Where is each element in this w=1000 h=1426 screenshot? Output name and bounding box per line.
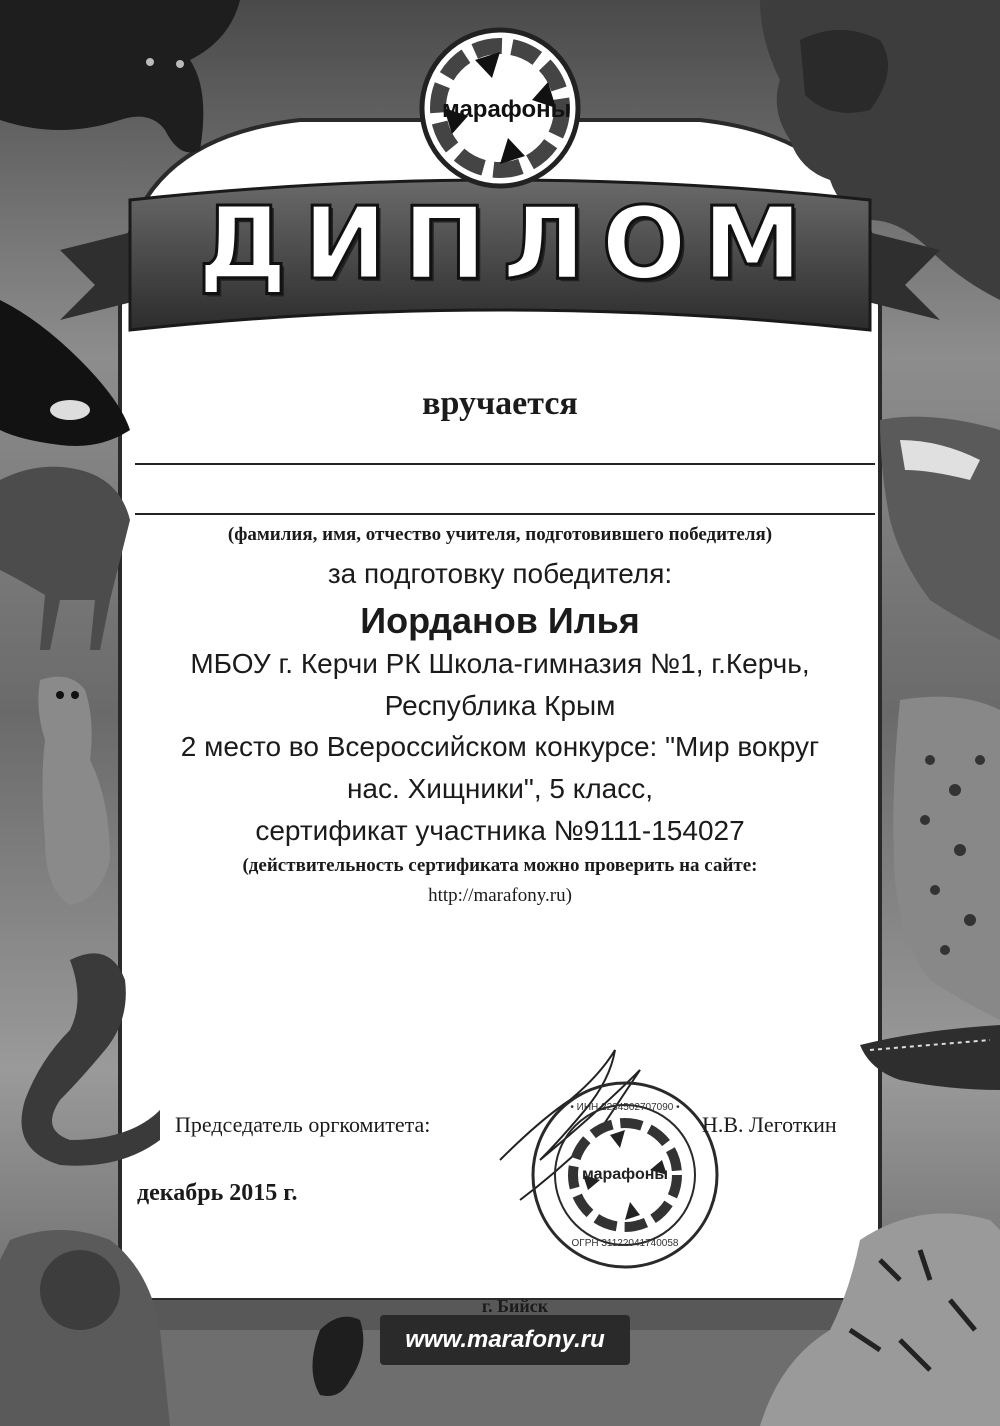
- school-line-2: Республика Крым: [384, 690, 616, 721]
- for-preparation-text: за подготовку победителя:: [327, 558, 673, 589]
- title-letter: Л: [502, 185, 586, 302]
- chairman-name: Н.В. Леготкин: [702, 1112, 837, 1137]
- issue-date: декабрь 2015 г.: [137, 1180, 298, 1206]
- verify-line-2: http://marafony.ru): [428, 885, 572, 906]
- website-link[interactable]: www.marafony.ru: [405, 1326, 605, 1353]
- awarded-text: вручается: [422, 385, 578, 422]
- stamp-center-text: марафоны: [581, 1166, 669, 1183]
- diploma-title: [0, 185, 1000, 302]
- stamp-ogrn-text: ОГРН 31122041740058: [571, 1238, 679, 1249]
- certificate-number: сертификат участника №9111-154027: [255, 815, 745, 846]
- name-line-bottom: [135, 513, 875, 515]
- logo-text: марафоны: [442, 96, 572, 123]
- school-line-1: МБОУ г. Керчи РК Школа-гимназия №1, г.Керчь,: [190, 648, 810, 679]
- city-text: г. Бийск: [481, 1296, 549, 1316]
- title-letter: П: [402, 185, 487, 302]
- title-letter: М: [702, 185, 803, 302]
- chairman-role: Председатель оргкомитета:: [175, 1112, 431, 1137]
- place-line-2: нас. Хищники", 5 класс,: [346, 773, 654, 804]
- name-caption: (фамилия, имя, отчество учителя, подготовившего победителя): [227, 524, 773, 545]
- title-letter: И: [303, 185, 387, 302]
- stamp-inn-text: • ИНН 2234502707090 •: [570, 1102, 680, 1113]
- title-letter: Д: [197, 185, 288, 302]
- name-line-top: [135, 463, 875, 465]
- verify-line-1: (действительность сертификата можно проверить на сайте:: [242, 855, 758, 876]
- place-line-1: 2 место во Всероссийском конкурсе: "Мир вокруг: [180, 731, 820, 762]
- title-letter: О: [601, 185, 687, 302]
- winner-name: Иорданов Илья: [360, 600, 640, 641]
